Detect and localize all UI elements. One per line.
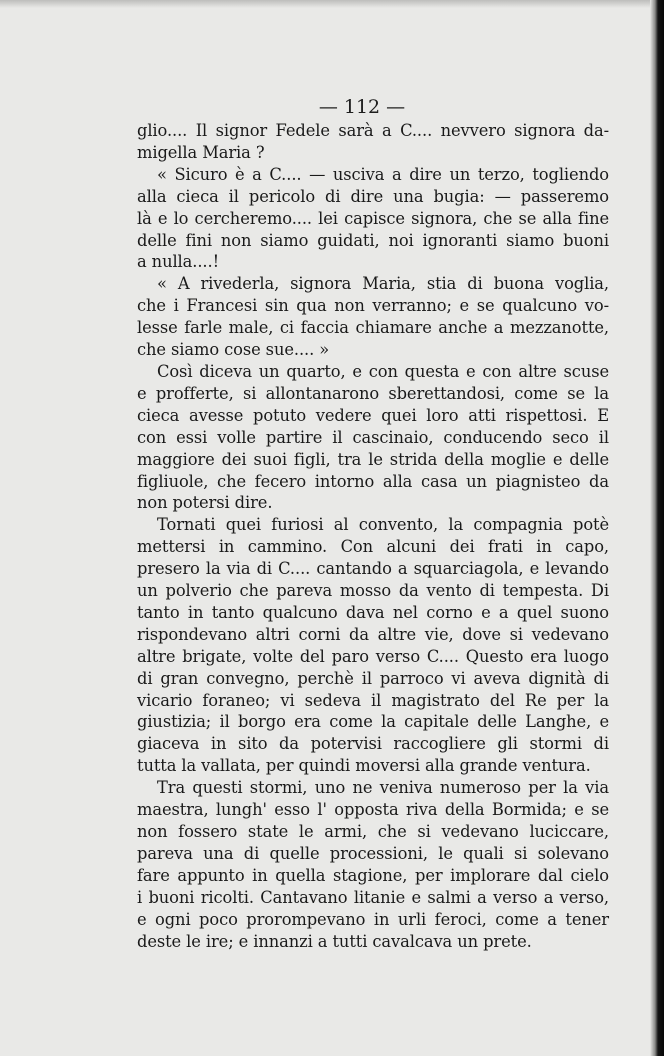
text-line: pareva una di quelle processioni, le quali si solevano <box>137 843 609 863</box>
text-line: con essi volle partire il cascinaio, conducendo seco il <box>137 427 609 447</box>
text-line: Tornati quei furiosi al convento, la compagnia potè <box>157 515 609 535</box>
page-number: — 112 — <box>318 96 406 118</box>
text-line: maestra, lungh' esso l' opposta riva della Bormida; e se <box>137 800 609 820</box>
text-line: a nulla....! <box>137 252 220 272</box>
text-line: altre brigate, volte del paro verso C.... Questo era luogo <box>137 646 609 666</box>
text-line: vicario foraneo; vi sedeva il magistrato del Re per la <box>137 690 609 710</box>
text-line: deste le ire; e innanzi a tutti cavalcava un prete. <box>137 931 532 951</box>
text-line: non fossero state le armi, che si vedevano luciccare, <box>137 822 609 841</box>
text-line: giaceva in sito da potervisi raccogliere gli stormi di <box>137 734 609 754</box>
text-line: un polverio che pareva mosso da vento di tempesta. Di <box>137 581 609 601</box>
paragraph <box>137 777 609 952</box>
text-line: alla cieca il pericolo di dire una bugia: — passeremo <box>137 186 609 206</box>
text-line: « Sicuro è a C.... — usciva a dire un terzo, togliendo <box>157 164 609 184</box>
text-line: là e lo cercheremo.... lei capisce signora, che se alla fine <box>137 208 609 228</box>
text-line: di gran convegno, perchè il parroco vi aveva dignità di <box>137 668 609 688</box>
text-line: e ogni poco prorompevano in urli feroci, come a tener <box>137 909 609 929</box>
text-line: maggiore dei suoi figli, tra le strida della moglie e delle <box>137 449 609 469</box>
text-line: tanto in tanto qualcuno dava nel corno e a quel suono <box>137 602 609 622</box>
text-line: e profferte, si allontanarono sberettandosi, come se la <box>137 383 609 403</box>
book-spine-shadow <box>650 0 664 1056</box>
text-line: presero la via di C.... cantando a squarciagola, e levando <box>137 559 609 579</box>
text-line: Tra questi stormi, uno ne veniva numeroso per la via <box>157 778 609 798</box>
text-line: lesse farle male, ci faccia chiamare anche a mezzanotte, <box>137 318 609 338</box>
text-line: cieca avesse potuto vedere quei loro atti rispettosi. E <box>137 405 609 425</box>
text-line: delle fini non siamo guidati, noi ignoranti siamo buoni <box>137 230 609 250</box>
text-line: migella Maria ? <box>137 142 265 162</box>
paragraph <box>137 164 609 274</box>
text-line: che siamo cose sue.... » <box>137 340 330 360</box>
paragraph <box>137 361 609 514</box>
text-line: figliuole, che fecero intorno alla casa un piagnisteo da <box>137 471 609 491</box>
page-top-edge <box>0 0 664 8</box>
text-line: fare appunto in quella stagione, per implorare dal cielo <box>137 865 609 885</box>
text-line: mettersi in cammino. Con alcuni dei frati in capo, <box>137 537 609 557</box>
text-line: glio.... Il signor Fedele sarà a C.... nevvero signora da- <box>137 121 609 140</box>
text-line: rispondevano altri corni da altre vie, dove si vedevano <box>137 624 609 644</box>
body-text <box>137 120 609 952</box>
paragraph <box>137 514 609 777</box>
text-line: i buoni ricolti. Cantavano litanie e salmi a verso a verso, <box>137 887 609 907</box>
paragraph <box>137 120 609 164</box>
text-line: non potersi dire. <box>137 493 273 513</box>
text-line: che i Francesi sin qua non verranno; e se qualcuno vo- <box>137 296 609 316</box>
text-line: « A rivederla, signora Maria, stia di buona voglia, <box>157 274 609 294</box>
text-line: Così diceva un quarto, e con questa e con altre scuse <box>157 361 609 381</box>
paragraph <box>137 273 609 361</box>
text-line: tutta la vallata, per quindi moversi alla grande ventura. <box>137 756 591 776</box>
text-line: giustizia; il borgo era come la capitale delle Langhe, e <box>137 712 609 732</box>
